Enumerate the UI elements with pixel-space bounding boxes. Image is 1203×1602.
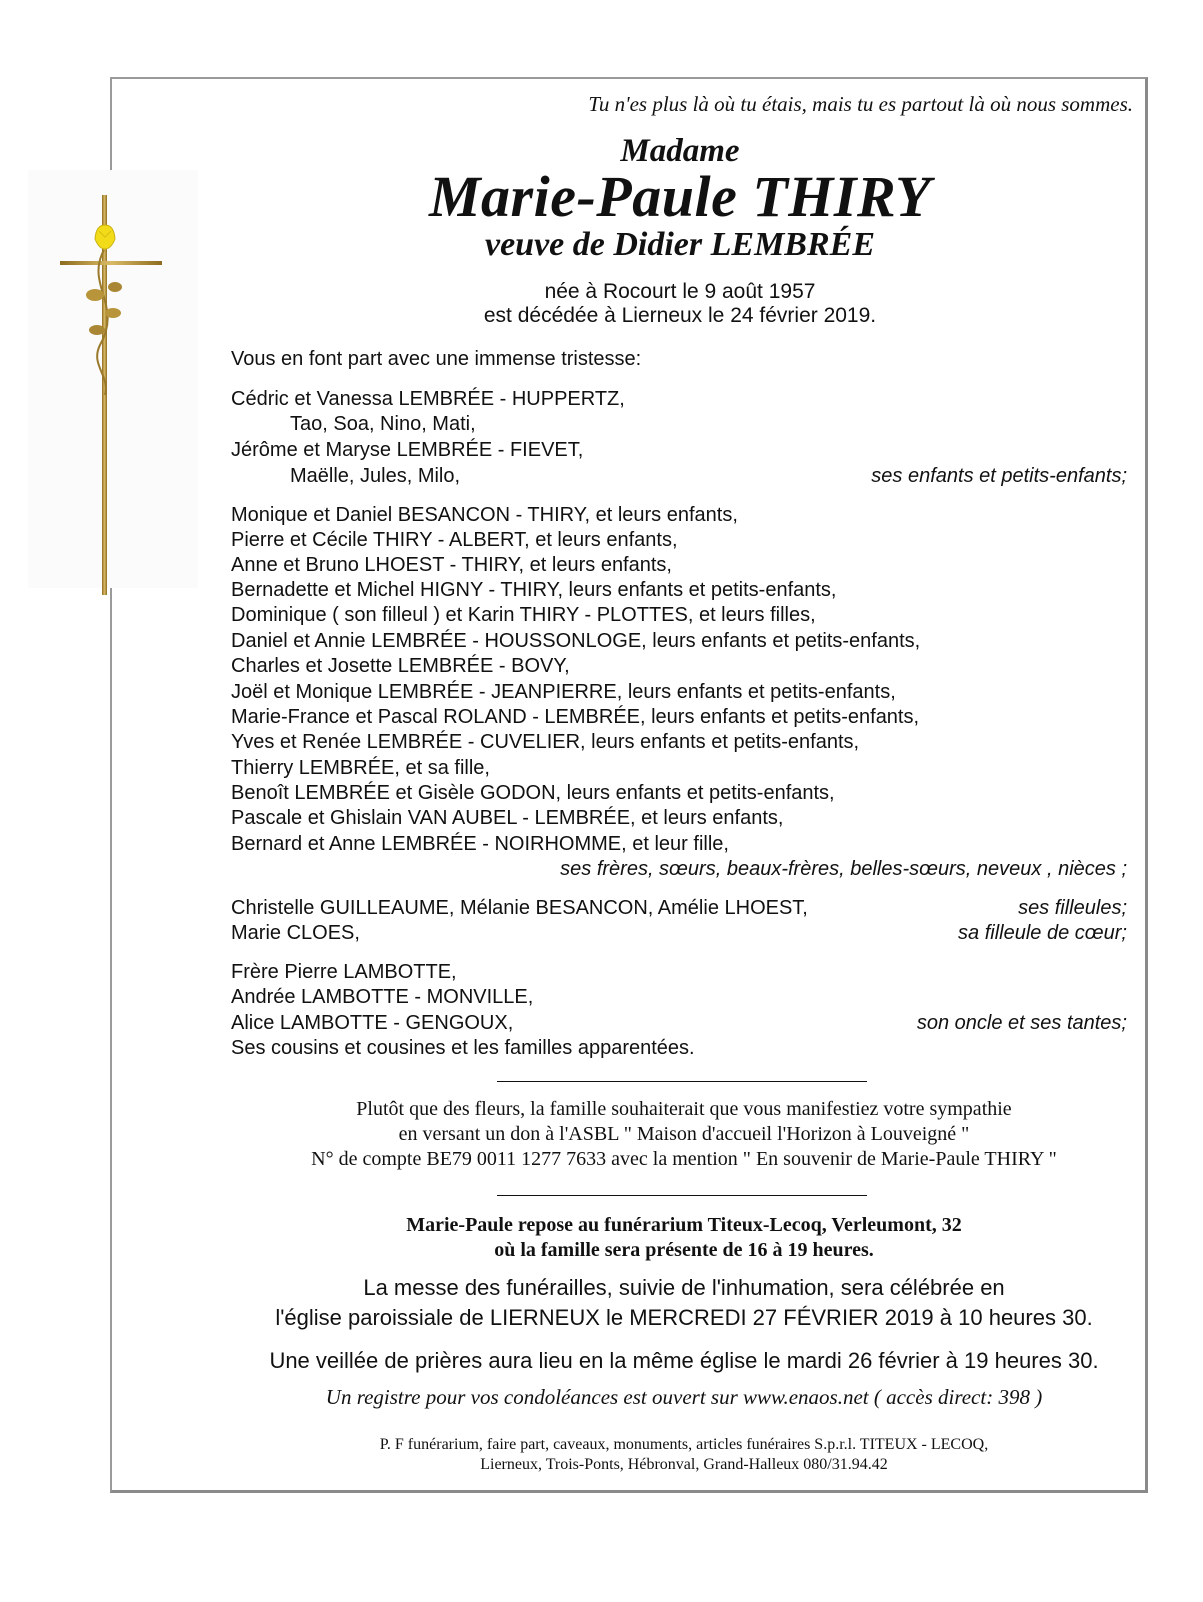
family-line: Yves et Renée LEMBRÉE - CUVELIER, leurs enfants et petits-enfants,: [231, 731, 860, 753]
cousins-line: Ses cousins et cousines et les familles apparentées.: [231, 1037, 695, 1059]
relation-label: ses enfants et petits-enfants;: [871, 465, 1127, 487]
birth-line: née à Rocourt le 9 août 1957: [544, 280, 816, 303]
family-line: Christelle GUILLEAUME, Mélanie BESANCON, Amélie LHOEST,: [231, 897, 808, 919]
condolence-register-text: Un registre pour vos condoléances est ouvert sur www.enaos.net ( accès direct: 398 ): [325, 1385, 1043, 1409]
relation-label: sa filleule de cœur;: [958, 922, 1127, 944]
life-dates: [330, 280, 1030, 328]
donation-line: N° de compte BE79 0011 1277 7633 avec la mention " En souvenir de Marie-Paule THIRY ": [311, 1148, 1057, 1170]
family-line: Tao, Soa, Nino, Mati,: [290, 413, 476, 435]
deceased-name: Marie-Paule THIRY: [428, 164, 932, 229]
mass-line: La messe des funérailles, suivie de l'inhumation, sera célébrée en: [363, 1275, 1005, 1300]
family-line: Frère Pierre LAMBOTTE,: [231, 961, 457, 983]
family-line: Monique et Daniel BESANCON - THIRY, et leurs enfants,: [231, 504, 738, 526]
relation-label: ses filleules;: [1018, 897, 1127, 919]
donation-text: [230, 1097, 1138, 1172]
relation-label: son oncle et ses tantes;: [916, 1012, 1127, 1034]
family-line: Maëlle, Jules, Milo,: [290, 465, 461, 487]
family-line: Alice LAMBOTTE - GENGOUX,: [231, 1012, 514, 1034]
family-line: Charles et Josette LEMBRÉE - BOVY,: [231, 655, 570, 677]
funeral-director-footer: [230, 1435, 1138, 1475]
title-madame: Madame: [620, 133, 740, 169]
mass-line: l'église paroissiale de LIERNEUX le MERCREDI 27 FÉVRIER 2019 à 10 heures 30.: [275, 1305, 1093, 1330]
relation-label: ses frères, sœurs, beaux-frères, belles-sœurs, neveux , nièces ;: [560, 858, 1127, 880]
intro-line: Vous en font part avec une immense tristesse:: [231, 348, 642, 370]
family-line: Dominique ( son filleul ) et Karin THIRY - PLOTTES, et leurs filles,: [231, 604, 816, 626]
repose-line: Marie-Paule repose au funérarium Titeux-Lecoq, Verleumont, 32: [406, 1214, 962, 1236]
funeral-home-text: [230, 1213, 1138, 1263]
family-line: Marie-France et Pascal ROLAND - LEMBRÉE, leurs enfants et petits-enfants,: [231, 706, 920, 728]
family-line: Cédric et Vanessa LEMBRÉE - HUPPERTZ,: [231, 388, 625, 410]
family-line: Daniel et Annie LEMBRÉE - HOUSSONLOGE, leurs enfants et petits-enfants,: [231, 630, 921, 652]
donation-line: en versant un don à l'ASBL " Maison d'accueil l'Horizon à Louveigné ": [398, 1123, 970, 1145]
divider: [497, 1081, 867, 1082]
family-line: Benoît LEMBRÉE et Gisèle GODON, leurs enfants et petits-enfants,: [231, 782, 835, 804]
vigil-text: Une veillée de prières aura lieu en la même église le mardi 26 février à 19 heures 30.: [269, 1348, 1099, 1373]
widow-of: veuve de Didier LEMBRÉE: [484, 226, 876, 263]
family-line: Thierry LEMBRÉE, et sa fille,: [231, 757, 490, 779]
mass-text: [230, 1273, 1138, 1333]
family-line: Joël et Monique LEMBRÉE - JEANPIERRE, leurs enfants et petits-enfants,: [231, 681, 896, 703]
family-line: Pierre et Cécile THIRY - ALBERT, et leurs enfants,: [231, 529, 678, 551]
epitaph-quote: Tu n'es plus là où tu étais, mais tu es partout là où nous sommes.: [588, 92, 1133, 116]
divider: [497, 1195, 867, 1196]
family-line: Bernadette et Michel HIGNY - THIRY, leurs enfants et petits-enfants,: [231, 579, 837, 601]
footer-line: Lierneux, Trois-Ponts, Hébronval, Grand-Halleux 080/31.94.42: [480, 1456, 888, 1473]
repose-line: où la famille sera présente de 16 à 19 heures.: [494, 1239, 874, 1261]
family-line: Bernard et Anne LEMBRÉE - NOIRHOMME, et leur fille,: [231, 833, 729, 855]
family-line: Jérôme et Maryse LEMBRÉE - FIEVET,: [231, 439, 584, 461]
family-line: Pascale et Ghislain VAN AUBEL - LEMBRÉE, et leurs enfants,: [231, 807, 784, 829]
family-line: Anne et Bruno LHOEST - THIRY, et leurs enfants,: [231, 554, 672, 576]
death-line: est décédée à Lierneux le 24 février 2019.: [483, 304, 877, 327]
cross-with-rose-icon: [55, 195, 175, 595]
footer-line: P. F funérarium, faire part, caveaux, monuments, articles funéraires S.p.r.l. TITEUX - LECOQ,: [379, 1436, 989, 1453]
family-line: Marie CLOES,: [231, 922, 360, 944]
family-line: Andrée LAMBOTTE - MONVILLE,: [231, 986, 534, 1008]
donation-line: Plutôt que des fleurs, la famille souhaiterait que vous manifestiez votre sympathie: [356, 1098, 1012, 1120]
